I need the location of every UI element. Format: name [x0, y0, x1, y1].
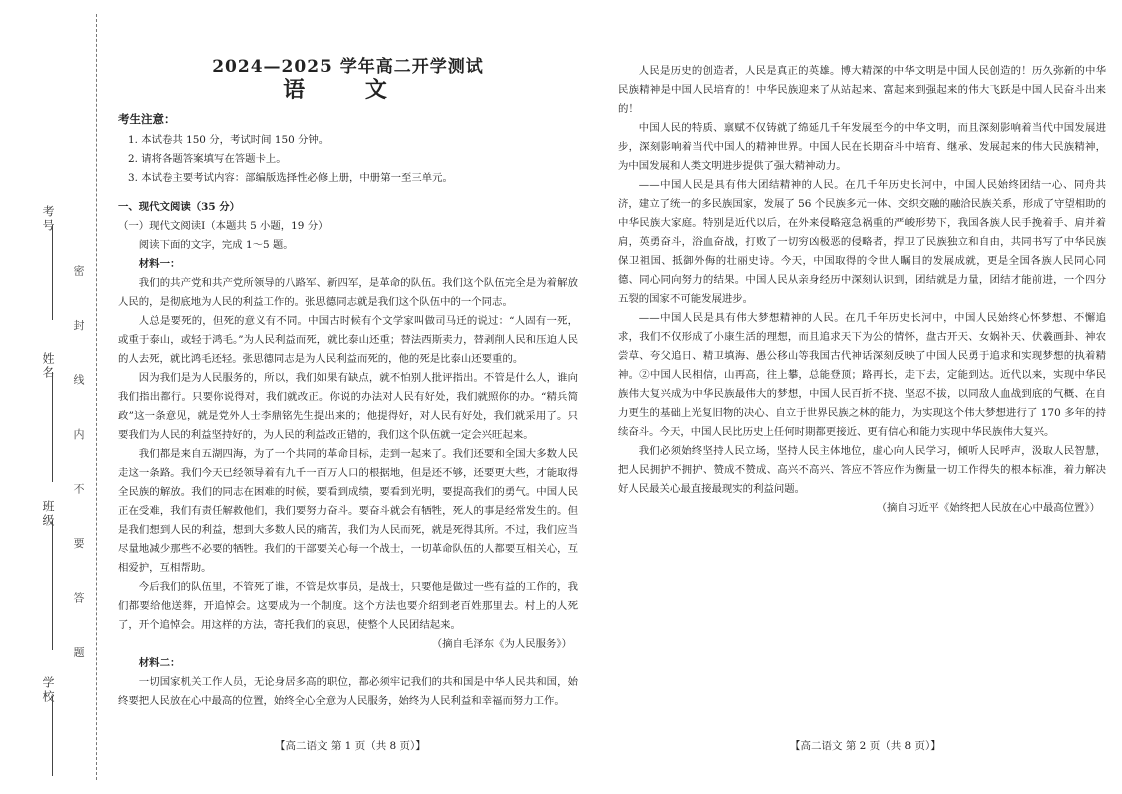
label-school: 学校 — [41, 676, 55, 704]
label-name: 姓名 — [41, 352, 55, 380]
material-2-paragraph: 我们必须始终坚持人民立场，坚持人民主体地位，虚心向人民学习，倾听人民呼声，汲取人民智慧，把人民拥护不拥护、赞成不赞成、高兴不高兴、答应不答应作为衡量一切工作得失的根本标准，着力解决好人民最关心最直接最现实的利益问题。 — [618, 445, 1106, 495]
label-exam-number: 考号 — [41, 205, 55, 233]
material-2-paragraph: ——中国人民是具有伟大梦想精神的人民。在几千年历史长河中，中国人民始终心怀梦想、不懈追求，我们不仅形成了小康生活的理想，而且追求天下为公的情怀，盘古开天、女娲补天、伏羲画卦、神农尝草、夸父追日、精卫填海、愚公移山等我国古代神话深刻反映了中国人民勇于追求和实现梦想的执着精神。②中国人民相信，山再高，往上攀，总能登顶；路再长，走下去，定能到达。近代以来，实现中华民族伟大复兴成为中华民族最伟大的梦想，中国人民百折不挠、坚忍不拔，以同敌人血战到底的气概、在自力更生的基础上光复旧物的决心、自立于世界民族之林的能力，为实现这个伟大梦想进行了 170 多年的持续奋斗。今天，中国人民比历史上任何时期都更接近、更有信心和能力实现中华民族伟大复兴。 — [618, 312, 1106, 438]
exam-title: 2024—2025 学年高二开学测试 — [212, 57, 484, 77]
subject-title: 语 文 — [283, 77, 413, 103]
material-2-paragraph: 一切国家机关工作人员，无论身居多高的职位，都必须牢记我们的共和国是中华人民共和国，始终要把人民放在心中最高的位置，始终全心全意为人民服务，始终为人民利益和幸福而努力工作。 — [118, 676, 578, 707]
material-2-paragraph: 中国人民的特质、禀赋不仅铸就了绵延几千年发展至今的中华文明，而且深刻影响着当代中国发展进步，深刻影响着当代中国人的精神世界。中国人民在长期奋斗中培育、继承、发展起来的伟大民族精神，为中国发展和人类文明进步提供了强大精神动力。 — [618, 122, 1106, 172]
material-2-paragraph: 人民是历史的创造者，人民是真正的英雄。博大精深的中华文明是中国人民创造的！历久弥新的中华民族精神是中国人民培育的！中华民族迎来了从站起来、富起来到强起来的伟大飞跃是中国人民奋斗出来的！ — [618, 65, 1106, 115]
seal-line-text: 密 封 线 内 不 要 答 题 — [72, 265, 85, 678]
material-1-paragraph: 我们都是来自五湖四海，为了一个共同的革命目标，走到一起来了。我们还要和全国大多数人民走这一条路。我们今天已经领导着有九千一百万人口的根据地，但是还不够，还要更大些，才能取得全民族的解放。我们的同志在困难的时候，要看到成绩，要看到光明，要提高我们的勇气。中国人民正在受难，我们有责任解救他们，我们要努力奋斗。要奋斗就会有牺牲，死人的事是经常发生的。但是我们想到人民的利益，想到大多数人民的痛苦，我们为人民而死，就是死得其所。不过，我们应当尽量地减少那些不必要的牺牲。我们的干部要关心每一个战士，一切革命队伍的人都要互相关心，互相爱护，互相帮助。 — [118, 448, 578, 574]
material-1-paragraph: 今后我们的队伍里，不管死了谁，不管是炊事员，是战士，只要他是做过一些有益的工作的，我们都要给他送葬，开追悼会。这要成为一个制度。这个方法也要介绍到老百姓那里去。村上的人死了，开个追悼会。用这样的方法，寄托我们的哀思，使整个人民团结起来。 — [118, 581, 578, 631]
exam-number-blank[interactable] — [52, 225, 53, 320]
material-1-label: 材料一： — [138, 258, 181, 270]
material-1-paragraph: 我们的共产党和共产党所领导的八路军、新四军，是革命的队伍。我们这个队伍完全是为着解放人民的，是彻底地为人民的利益工作的。张思德同志就是我们这个队伍中的一个同志。 — [118, 277, 578, 308]
material-2-paragraph: ——中国人民是具有伟大团结精神的人民。在几千年历史长河中，中国人民始终团结一心、同舟共济，建立了统一的多民族国家，发展了 56 个民族多元一体、交织交融的融洽民族关系，形成了守望相助的中华民族大家庭。特别是近代以后，在外来侵略寇急祸重的严峻形势下，我国各族人民手挽着手、肩并着肩，英勇奋斗，浴血奋战，打败了一切穷凶极恶的侵略者，捍卫了民族独立和自由，共同书写了中华民族保卫祖国、抵御外侮的壮丽史诗。今天，中国取得的令世人瞩目的发展成就，更是全国各族人民同心同德、同心同向努力的结果。中国人民从亲身经历中深刻认识到，团结就是力量，团结才能前进，一个四分五裂的国家不可能发展进步。 — [618, 179, 1106, 305]
material-2-label: 材料二： — [138, 657, 181, 669]
material-1-paragraph: 因为我们是为人民服务的，所以，我们如果有缺点，就不怕别人批评指出。不管是什么人，谁向我们指出都行。只要你说得对，我们就改正。你说的办法对人民有好处，我们就照你的办。“精兵简政”这一条意见，就是党外人士李鼎铭先生提出来的；他提得好，对人民有好处，我们就采用了。只要我们为人民的利益坚持好的，为人民的利益改正错的，我们这个队伍就一定会兴旺起来。 — [118, 372, 578, 441]
subsection-heading: （一）现代文阅读Ⅰ（本题共 5 小题，19 分） — [118, 220, 329, 232]
material-1-paragraph: 人总是要死的，但死的意义有不同。中国古时候有个文学家叫做司马迁的说过：“人固有一死，或重于泰山，或轻于鸿毛。”为人民利益而死，就比泰山还重；替法西斯卖力，替剥削人民和压迫人民的人去死，就比鸿毛还轻。张思德同志是为人民利益而死的，他的死是比泰山还要重的。 — [118, 315, 578, 365]
class-blank[interactable] — [52, 520, 53, 650]
material-2-source: （摘自习近平《始终把人民放在心中最高位置》） — [876, 502, 1100, 514]
notice-item: 3. 本试卷主要考试内容：部编版选择性必修上册，中册第一至三单元。 — [128, 172, 453, 184]
material-1-source: （摘自毛泽东《为人民服务》） — [431, 638, 572, 650]
right-page-footer: 【高二语文 第 2 页（共 8 页）】 — [790, 740, 941, 752]
right-page — [618, 62, 1106, 518]
section-heading: 一、现代文阅读（35 分） — [118, 201, 240, 213]
reading-instruction: 阅读下面的文字，完成 1～5 题。 — [138, 239, 294, 251]
notice-heading: 考生注意： — [118, 112, 176, 126]
left-page — [118, 0, 578, 711]
notice-item: 2. 请将各题答案填写在答题卡上。 — [128, 153, 287, 165]
name-blank[interactable] — [52, 372, 53, 482]
seal-dashed-line — [96, 14, 97, 780]
binding-margin — [0, 0, 96, 794]
label-class: 班级 — [41, 500, 55, 528]
left-page-footer: 【高二语文 第 1 页（共 8 页）】 — [275, 740, 426, 752]
school-blank[interactable] — [52, 696, 53, 776]
notice-item: 1. 本试卷共 150 分，考试时间 150 分钟。 — [128, 134, 330, 146]
